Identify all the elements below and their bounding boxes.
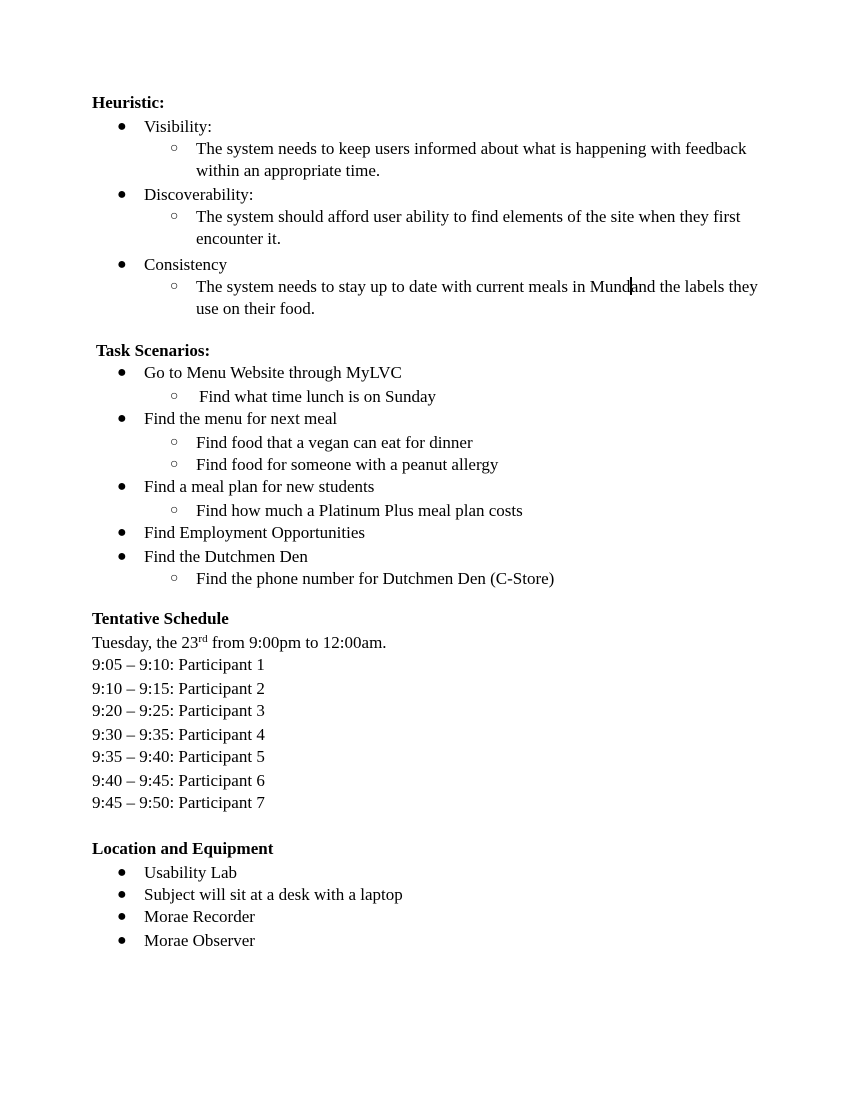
bullet-icon: ● [117,864,127,881]
heuristic-discoverability-desc: The system should afford user ability to find elements of the site when they first encounter it. [196,207,741,248]
schedule-slot: 9:20 – 9:25: Participant 3 [92,701,265,720]
heuristic-item-consistency: Consistency [144,255,228,274]
bullet-icon: ● [117,478,127,495]
schedule-slot: 9:40 – 9:45: Participant 6 [92,771,265,790]
heuristic-item-visibility: Visibility: [144,117,212,136]
schedule-date-sup: rd [198,633,208,645]
location-item: Morae Observer [144,931,255,950]
schedule-date-suffix: from 9:00pm to 12:00am. [207,633,387,652]
bullet-icon: ● [117,118,127,135]
bullet-icon: ● [117,524,127,541]
heuristic-heading: Heuristic: [92,93,165,112]
task-item: Find the menu for next meal [144,409,338,428]
heuristic-item-discoverability: Discoverability: [144,185,254,204]
sub-bullet-icon: ○ [170,503,179,518]
task-subitem: Find food for someone with a peanut allergy [196,455,499,474]
sub-bullet-icon: ○ [170,389,179,404]
consistency-text-after-cursor: and the labels they use on their food. [196,277,758,318]
task-subitem: Find the phone number for Dutchmen Den (C-Store) [196,569,555,588]
schedule-slot: 9:45 – 9:50: Participant 7 [92,793,265,812]
task-subitem: Find how much a Platinum Plus meal plan costs [196,501,523,520]
sub-bullet-icon: ○ [170,571,179,586]
schedule-slot: 9:35 – 9:40: Participant 5 [92,747,265,766]
task-item: Go to Menu Website through MyLVC [144,363,402,382]
bullet-icon: ● [117,908,127,925]
sub-bullet-icon: ○ [170,279,179,294]
bullet-icon: ● [117,186,127,203]
heuristic-visibility-desc: The system needs to keep users informed about what is happening with feedback within an appropriate time. [196,139,747,180]
task-item: Find a meal plan for new students [144,477,375,496]
schedule-date [92,632,387,654]
task-item: Find the Dutchmen Den [144,547,308,566]
sub-bullet-icon: ○ [170,435,179,450]
bullet-icon: ● [117,548,127,565]
schedule-heading: Tentative Schedule [92,609,229,628]
schedule-date-prefix: Tuesday, the 23 [92,633,199,652]
task-item: Find Employment Opportunities [144,523,365,542]
bullet-icon: ● [117,410,127,427]
bullet-icon: ● [117,256,127,273]
sub-bullet-icon: ○ [170,209,179,224]
bullet-icon: ● [117,364,127,381]
location-heading: Location and Equipment [92,839,274,858]
consistency-text-before-cursor: The system needs to stay up to date with current meals in Mund [196,277,631,296]
task-subitem: Find what time lunch is on Sunday [199,387,437,406]
heuristic-consistency-desc [196,276,766,320]
sub-bullet-icon: ○ [170,457,179,472]
schedule-slot: 9:05 – 9:10: Participant 1 [92,655,265,674]
schedule-slot: 9:30 – 9:35: Participant 4 [92,725,265,744]
bullet-icon: ● [117,932,127,949]
bullet-icon: ● [117,886,127,903]
schedule-slot: 9:10 – 9:15: Participant 2 [92,679,265,698]
location-item: Morae Recorder [144,907,255,926]
sub-bullet-icon: ○ [170,141,179,156]
location-item: Usability Lab [144,863,238,882]
location-item: Subject will sit at a desk with a laptop [144,885,403,904]
task-subitem: Find food that a vegan can eat for dinner [196,433,473,452]
tasks-heading: Task Scenarios: [96,341,211,360]
